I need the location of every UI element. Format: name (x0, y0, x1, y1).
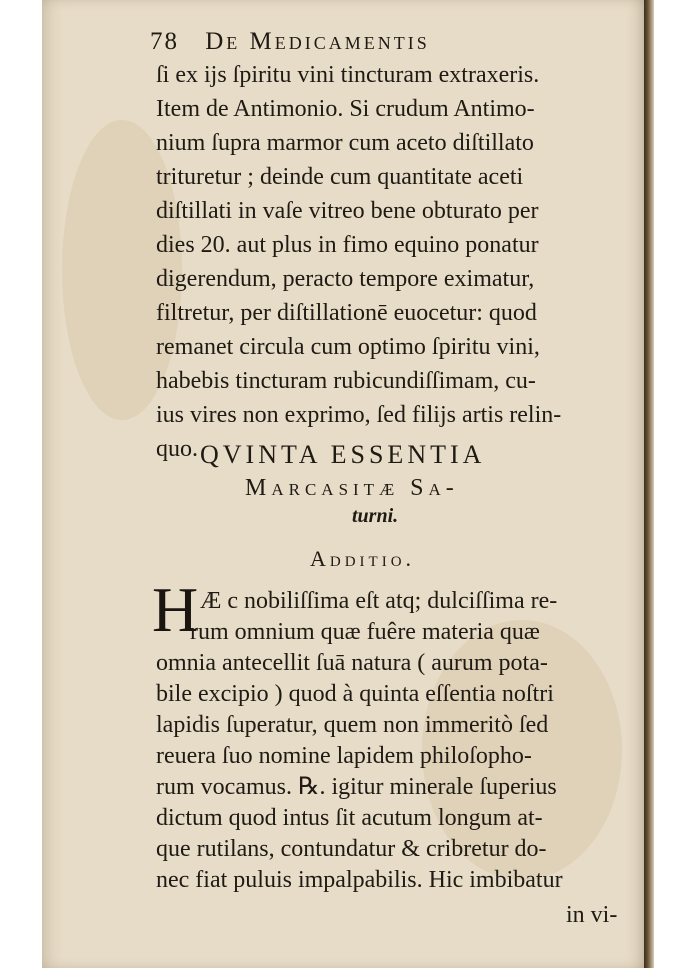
text-line: rum vocamus. ℞. igitur minerale ſuperius (156, 774, 557, 800)
text-line: habebis tincturam rubicundiſſimam, cu- (156, 368, 536, 394)
catchword: in vi- (566, 902, 618, 928)
page-gutter-edge (644, 0, 654, 968)
section-heading-line3: turni. (352, 505, 399, 527)
section-heading-line2: Marcasitæ Sa- (245, 475, 459, 501)
text-line: Item de Antimonio. Si crudum Antimo- (156, 96, 535, 122)
text-line: nec fiat puluis impalpabilis. Hic imbibatur (156, 867, 563, 893)
text-line: nium ſupra marmor cum aceto diſtillato (156, 130, 534, 156)
running-header (150, 28, 430, 56)
drop-cap-initial: H (152, 574, 199, 645)
text-line: omnia antecellit ſuā natura ( aurum pota- (156, 650, 548, 676)
text-line: lapidis ſuperatur, quem non immeritò ſed (156, 712, 549, 738)
running-title: De Medicamentis (205, 28, 430, 55)
text-line: remanet circula cum optimo ſpiritu vini, (156, 334, 540, 360)
text-line: ius vires non exprimo, ſed filijs artis relin- (156, 402, 562, 428)
text-line: diſtillati in vaſe vitreo bene obturato per (156, 198, 539, 224)
text-line: quo. (156, 436, 198, 462)
text-line: reuera ſuo nomine lapidem philoſopho- (156, 743, 532, 769)
section-heading-line1: QVINTA ESSENTIA (200, 440, 486, 469)
text-line: dies 20. aut plus in fimo equino ponatur (156, 232, 539, 258)
text-line: filtretur, per diſtillationē euocetur: quod (156, 300, 537, 326)
text-line: dictum quod intus ſit acutum longum at- (156, 805, 543, 831)
text-line: rum omnium quæ fuêre materia quæ (190, 619, 540, 645)
subheading-additio: Additio. (310, 546, 416, 571)
page-number: 78 (150, 28, 179, 55)
text-line: trituretur ; deinde cum quantitate aceti (156, 164, 524, 190)
text-line: que rutilans, contundatur & cribretur do- (156, 836, 547, 862)
text-line: Æ c nobiliſſima eſt atq; dulciſſima re- (200, 588, 558, 614)
text-line: bile excipio ) quod à quinta eſſentia noſtri (156, 681, 554, 707)
text-line: ſi ex ijs ſpiritu vini tincturam extraxeris. (156, 62, 540, 88)
text-line: digerendum, peracto tempore eximatur, (156, 266, 535, 292)
